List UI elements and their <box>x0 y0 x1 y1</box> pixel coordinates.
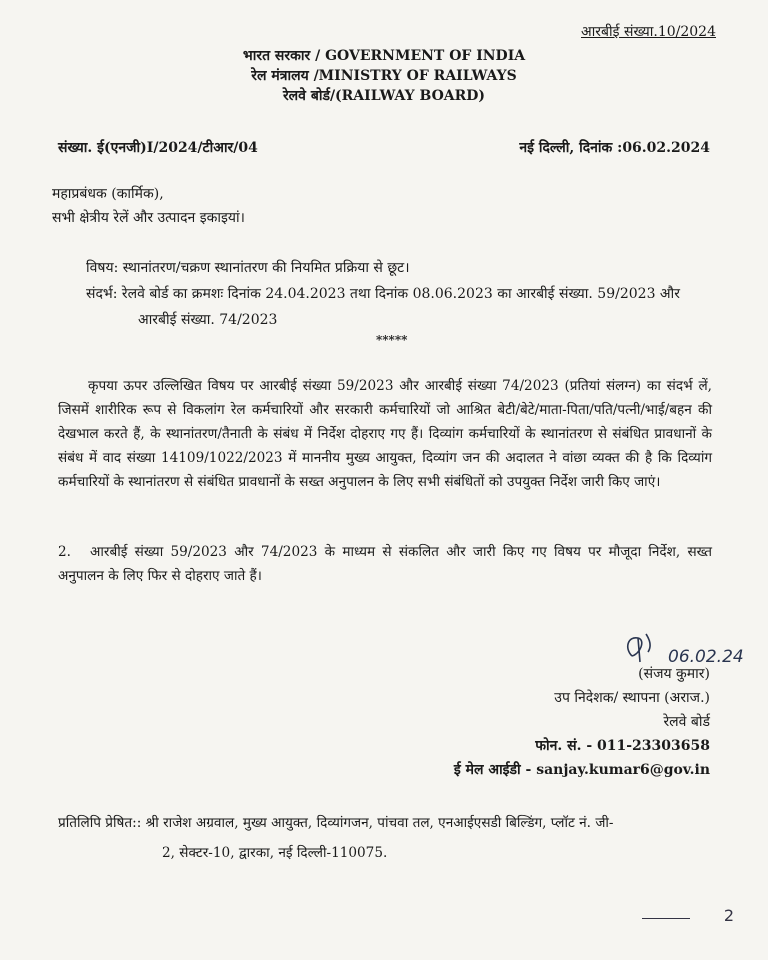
top-reference-number: आरबीई संख्या.10/2024 <box>581 24 716 40</box>
letter-number: संख्या. ई(एनजी)I/2024/टीआर/04 <box>58 140 258 156</box>
addressee <box>52 182 245 230</box>
signature-date: 06.02.24 <box>668 647 744 667</box>
signatory-office: रेलवे बोर्ड <box>663 714 710 730</box>
paragraph-2-number: 2. <box>58 544 71 560</box>
signatory-name: (संजय कुमार) <box>638 666 710 682</box>
signature-block <box>454 662 710 782</box>
addressee-line-2: सभी क्षेत्रीय रेलें और उत्पादन इकाइयां। <box>52 210 245 226</box>
page-number: 2 <box>723 906 734 925</box>
page-number-dash <box>642 918 690 919</box>
paragraph-2 <box>58 540 712 588</box>
copy-to-line-2: 2, सेक्टर-10, द्वारका, नई दिल्ली-110075. <box>162 845 388 861</box>
reference-line-1: संदर्भ: रेलवे बोर्ड का क्रमशः दिनांक 24.04.2023 तथा दिनांक 08.06.2023 का आरबीई संख्या. 59/2023 और <box>86 286 680 302</box>
letter-date: नई दिल्ली, दिनांक :06.02.2024 <box>519 140 710 156</box>
letterhead-board: रेलवे बोर्ड/(RAILWAY BOARD) <box>282 88 486 104</box>
signatory-phone: फोन. सं. - 011-23303658 <box>535 738 710 754</box>
paragraph-2-text: आरबीई संख्या 59/2023 और 74/2023 के माध्यम से संकलित और जारी किए गए विषय पर मौजूदा निर्देश, सख्त अनुपालन के लिए फिर से दोहराए जाते हैं। <box>58 544 712 584</box>
copy-to-line-1: प्रतिलिपि प्रेषित:: श्री राजेश अग्रवाल, मुख्य आयुक्त, दिव्यांगजन, पांचवा तल, एनआईएसडी बिल्डिंग, प्लॉट नं. जी- <box>58 815 614 831</box>
subject-line: विषय: स्थानांतरण/चक्रण स्थानांतरण की नियमित प्रक्रिया से छूट। <box>86 260 410 276</box>
signatory-designation: उप निदेशक/ स्थापना (अराज.) <box>554 690 710 706</box>
letterhead <box>0 46 768 106</box>
letterhead-government: भारत सरकार / GOVERNMENT OF INDIA <box>242 48 526 64</box>
letterhead-ministry: रेल मंत्रालय /MINISTRY OF RAILWAYS <box>251 68 517 84</box>
separator-stars: ***** <box>376 333 408 347</box>
paragraph-1: कृपया ऊपर उल्लिखित विषय पर आरबीई संख्या 59/2023 और आरबीई संख्या 74/2023 (प्रतियां संलग्न) का संदर्भ लें, जिसमें शारीरिक रूप से विकलांग रेल कर्मचारियों और सरकारी कर्मचारियों जो आश्रित बेटी/बेटे/माता-पिता/पति/पत्नी/भाई/बहन की देखभाल करते हैं, के स्थानांतरण/तैनाती के संबंध में निर्देश दोहराए गए हैं। दिव्यांग कर्मचारियों के स्थानांतरण से संबंधित प्रावधानों के संबंध में वाद संख्या 14109/1022/2023 में माननीय मुख्य आयुक्त, दिव्यांग जन की अदालत ने वांछा व्यक्त की है कि दिव्यांग कर्मचारियों के स्थानांतरण से संबंधित प्रावधानों के सख्त अनुपालन के लिए सभी संबंधितों को उपयुक्त निर्देश जारी किए जाएं। <box>58 378 712 490</box>
addressee-line-1: महाप्रबंधक (कार्मिक), <box>52 186 164 202</box>
copy-to <box>58 808 614 868</box>
signatory-email: ई मेल आईडी - sanjay.kumar6@gov.in <box>453 762 710 778</box>
reference-line-2: आरबीई संख्या. 74/2023 <box>138 312 278 328</box>
